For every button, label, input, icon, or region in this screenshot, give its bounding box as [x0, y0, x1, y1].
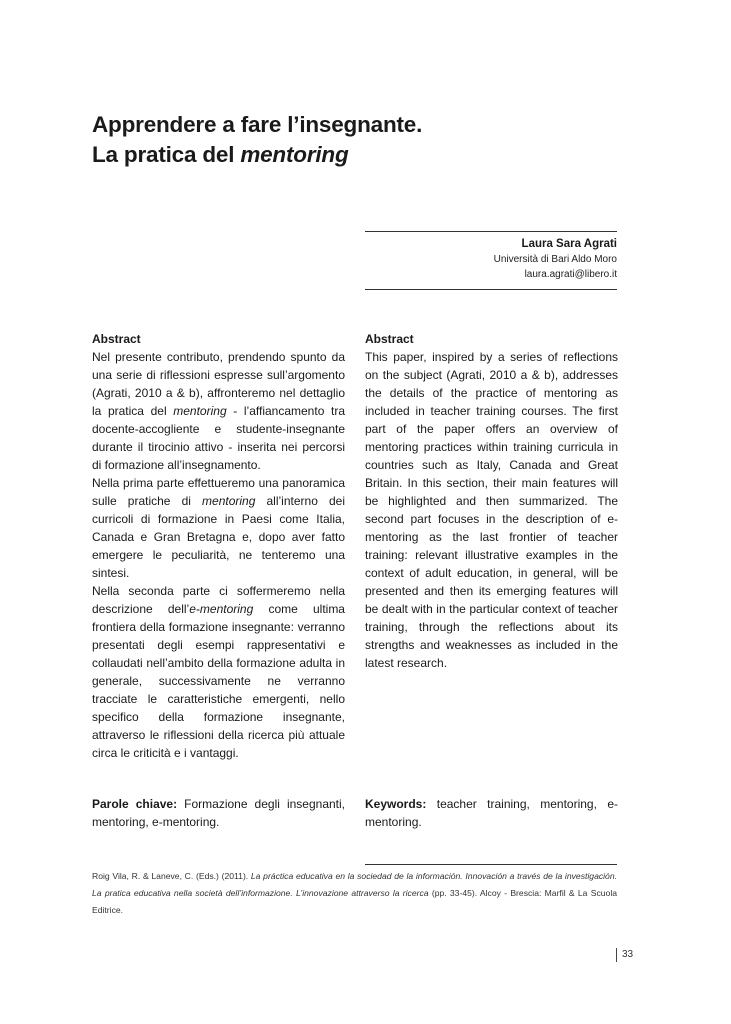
title-line-2-italic: mentoring	[240, 142, 349, 167]
abstract-italian-heading: Abstract	[92, 332, 141, 346]
title-line-2	[92, 140, 652, 170]
author-bottom-rule	[365, 289, 617, 290]
keywords-italian-label: Parole chiave:	[92, 797, 178, 811]
abstract-italian-paragraph-1: Nel presente contributo, prendendo spunto da una serie di riflessioni espresse sull’argomento (Agrati, 2010 a & b), affronteremo nel dettaglio la pratica del mentoring - l’affiancamento tra docente-accogliente e studente-insegnante durante il tirocinio attivo - inserita nei percorsi di formazione all’insegnamento.	[92, 350, 345, 472]
abstract-english-text: This paper, inspired by a series of reflections on the subject (Agrati, 2010 a & b), addresses the details of the practice of mentoring as included in teacher training courses. The first part of the paper offers an overview of mentoring practices within training curricula in countries such as Italy, Canada and Great Britain. In this section, their main features will be highlighted and then summarized. The second part focuses in the description of e-mentoring as the last frontier of teacher training: relevant illustrative examples in the context of adult education, in general, will be presented and then its emerging features will be dealt with in the particular context of teacher training, through the reflections about its strengths and weaknesses as included in the latest research.	[365, 350, 618, 670]
author-block	[365, 236, 617, 282]
abstract-english-heading: Abstract	[365, 332, 414, 346]
author-top-rule	[365, 231, 617, 232]
abstract-english	[365, 330, 618, 672]
paper-title	[92, 110, 652, 170]
abstract-italian	[92, 330, 345, 762]
keywords-italian	[92, 795, 345, 831]
abstract-italian-paragraph-3: Nella seconda parte ci soffermeremo nella descrizione dell’e-mentoring come ultima frontiera della formazione insegnante: verranno presentati degli esempi rappresentativi e collaudati nell’ambito della formazione adulta in generale, successivamente ne verranno tracciate le caratteristiche emergenti, nello specifico della formazione insegnante, attraverso le riflessioni della ricerca più attuale circa le criticità e i vantaggi.	[92, 584, 345, 760]
keywords-english-label: Keywords:	[365, 797, 427, 811]
title-line-1: Apprendere a fare l’insegnante.	[92, 112, 423, 137]
keywords-italian-text: Formazione degli insegnanti, mentoring, e-mentoring.	[92, 797, 345, 829]
keywords-english-text: teacher training, mentoring, e-mentoring.	[365, 797, 618, 829]
page-number: 33	[616, 948, 633, 962]
title-line-2-prefix: La pratica del	[92, 142, 241, 167]
citation-note: Roig Vila, R. & Laneve, C. (Eds.) (2011). La práctica educativa en la sociedad de la información. Innovación a través de la investigación. La pratica educativa nella società dell’informazione. L’innovazione attraverso la ricerca (pp. 33-45). Alcoy - Brescia: Marfil & La Scuola Editrice.	[92, 871, 618, 915]
author-email: laura.agrati@libero.it	[524, 269, 617, 280]
author-name: Laura Sara Agrati	[521, 238, 617, 250]
abstract-italian-paragraph-2: Nella prima parte effettueremo una panoramica sulle pratiche di mentoring all’interno dei curricoli di formazione in Paesi come Italia, Canada e Gran Bretagna e, dopo aver fatto emergere le peculiarità, ne tenteremo una sintesi.	[92, 476, 345, 580]
citation-rule	[365, 864, 617, 865]
keywords-english	[365, 795, 618, 831]
author-affiliation: Università di Bari Aldo Moro	[493, 254, 617, 265]
